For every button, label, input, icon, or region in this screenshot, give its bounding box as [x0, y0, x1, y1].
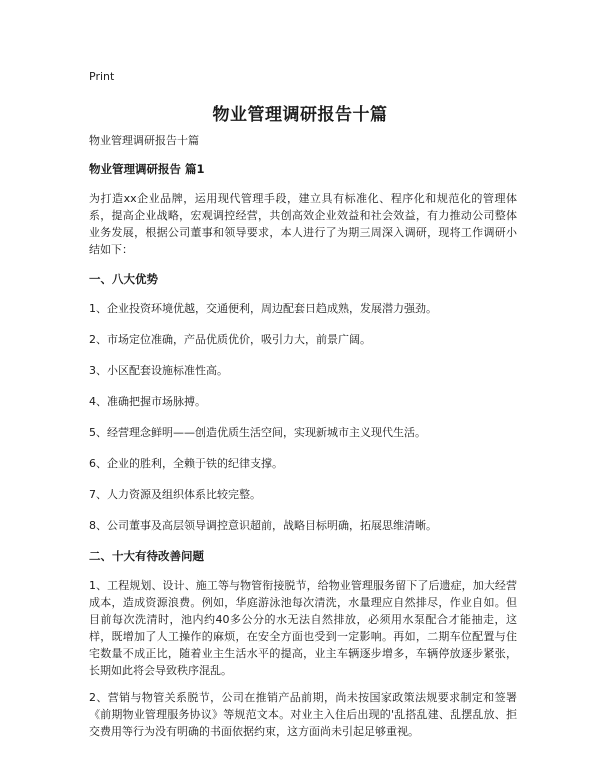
print-label[interactable]: Print [89, 70, 115, 83]
part1-heading: 一、八大优势 [89, 272, 158, 286]
list-item: 4、准确把握市场脉搏。 [89, 395, 206, 408]
list-item: 8、公司董事及高层领导调控意识超前，战略目标明确，拓展思维清晰。 [89, 519, 437, 532]
list-item: 3、小区配套设施标准性高。 [89, 364, 228, 377]
document-subtitle: 物业管理调研报告十篇 [89, 134, 199, 147]
intro-paragraph: 为打造xx企业品牌，运用现代管理手段，建立具有标准化、程序化和规范化的管理体系，提高企业战略，宏观调控经营，共创高效企业效益和社会效益，有力推动公司整体业务发展，根据公司董事和领导要求，本人进行了为期三周深入调研，现将工作调研小结如下： [89, 192, 517, 256]
list-item: 5、经营理念鲜明——创造优质生活空间，实现新城市主义现代生活。 [89, 426, 426, 439]
document-body [89, 132, 517, 750]
list-item: 2、市场定位准确，产品优质优价，吸引力大，前景广阔。 [89, 333, 371, 346]
part2-heading: 二、十大有待改善问题 [89, 549, 204, 563]
list-item: 1、企业投资环境优越，交通便利，周边配套日趋成熟，发展潜力强劲。 [89, 302, 437, 315]
list-item: 6、企业的胜利，全赖于铁的纪律支撑。 [89, 457, 283, 470]
document-title: 物业管理调研报告十篇 [212, 105, 388, 125]
list-item: 7、人力资源及组织体系比较完整。 [89, 488, 261, 501]
problem-paragraph: 1、工程规划、设计、施工等与物管衔接脱节，给物业管理服务留下了后遗症，加大经营成本，造成资源浪费。例如，华庭游泳池每次清洗，水量理应自然排尽，作业自如。但目前每次洗清时，池内约40多公分的水无法自然排放，必须用水泵配合才能抽走，这样，既增加了人工操作的麻烦，在安全方面也受到一定影响。再如，二期车位配置与住宅数量不成正比，随着业主生活水平的提高，业主车辆逐步增多，车辆停放逐步紧张，长期如此将会导致秩序混乱。 [89, 579, 517, 677]
section-heading: 物业管理调研报告 篇1 [89, 162, 205, 176]
problem-paragraph: 2、营销与物管关系脱节，公司在推销产品前期，尚未按国家政策法规要求制定和签署《前期物业管理服务协议》等规范文本。对业主入住后出现的'乱搭乱建、乱摆乱放、拒交费用等行为没有明确的书面依据约束，这方面尚未引起足够重视。 [89, 691, 517, 738]
